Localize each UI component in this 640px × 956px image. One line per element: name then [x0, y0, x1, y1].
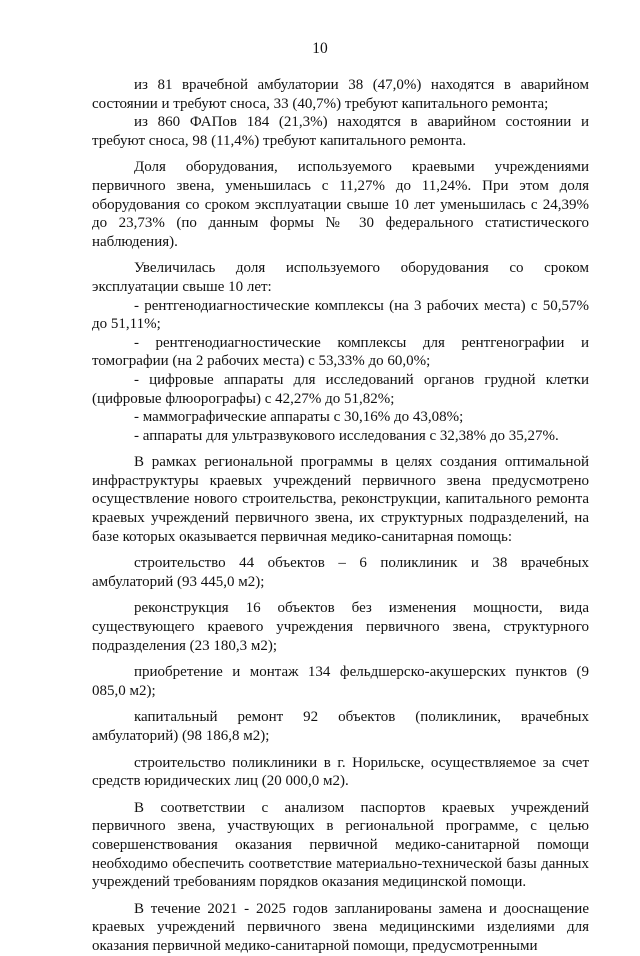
list-item-mammography: - маммографические аппараты с 30,16% до 43,08%;: [134, 409, 464, 426]
body-text: [92, 76, 589, 956]
paragraph-equipment-share: Доля оборудования, используемого краевыми учреждениями первичного звена, уменьшилась с 11,27% до 11,24%. При этом доля оборудования со сроком эксплуатации свыше 10 лет уменьшилась с 24,39% до 23,73% (по данным формы № 30 федерального статистического наблюдения).: [92, 159, 589, 250]
paragraph-construction: строительство 44 объектов – 6 поликлиник и 38 врачебных амбулаторий (93 445,0 м2);: [92, 555, 589, 590]
paragraph-norilsk: строительство поликлиники в г. Норильске, осуществляемое за счет средств юридических лиц (20 000,0 м2).: [92, 754, 589, 790]
list-item-xray-2: - рентгенодиагностические комплексы для рентгенографии и томографии (на 2 рабочих места) с 53,33% до 60,0%;: [92, 334, 589, 370]
paragraph-reconstruction: реконструкция 16 объектов без изменения мощности, вида существующего краевого учреждения первичного звена, структурного подразделения (23 180,3 м2);: [92, 600, 589, 654]
paragraph-repair: капитальный ремонт 92 объектов (поликлиник, врачебных амбулаторий) (98 186,8 м2);: [92, 709, 589, 744]
paragraph-analysis: В соответствии с анализом паспортов краевых учреждений первичного звена, участвующих в региональной программе, с целью совершенствования оказания первичной медико-санитарной помощи необходимо обеспечить соответствие материально-технической базы данных учреждений требованиям порядков оказания медицинской помощи.: [92, 799, 589, 891]
list-item-ultrasound: - аппараты для ультразвукового исследования с 32,38% до 35,27%.: [134, 427, 559, 444]
paragraph-2021-2025: В течение 2021 - 2025 годов запланированы замена и дооснащение краевых учреждений первичного звена медицинскими изделиями для оказания первичной медико-санитарной помощи, предусмотренными: [92, 900, 589, 954]
list-item-fluorographs: - цифровые аппараты для исследований органов грудной клетки (цифровые флюорографы) с 42,27% до 51,82%;: [92, 371, 589, 407]
paragraph-ambulatories: из 81 врачебной амбулатории 38 (47,0%) находятся в аварийном состоянии и требуют сноса, 33 (40,7%) требуют капитального ремонта;: [92, 77, 589, 112]
paragraph-regional-program: В рамках региональной программы в целях создания оптимальной инфраструктуры краевых учреждений первичного звена предусмотрено осуществление нового строительства, реконструкции, капитального ремонта краевых учреждений первичного звена, их структурных подразделений, на базе которых оказывается первичная медико-санитарная помощь:: [92, 454, 589, 545]
page-number: 10: [312, 40, 328, 57]
paragraph-increase: Увеличилась доля используемого оборудования со сроком эксплуатации свыше 10 лет:: [92, 260, 589, 295]
list-item-xray-3: - рентгенодиагностические комплексы (на 3 рабочих места) с 50,57% до 51,11%;: [92, 297, 589, 333]
paragraph-fap: из 860 ФАПов 184 (21,3%) находятся в аварийном состоянии и требуют сноса, 98 (11,4%) требуют капитального ремонта.: [92, 114, 589, 149]
paragraph-acquisition: приобретение и монтаж 134 фельдшерско-акушерских пунктов (9 085,0 м2);: [92, 664, 589, 699]
